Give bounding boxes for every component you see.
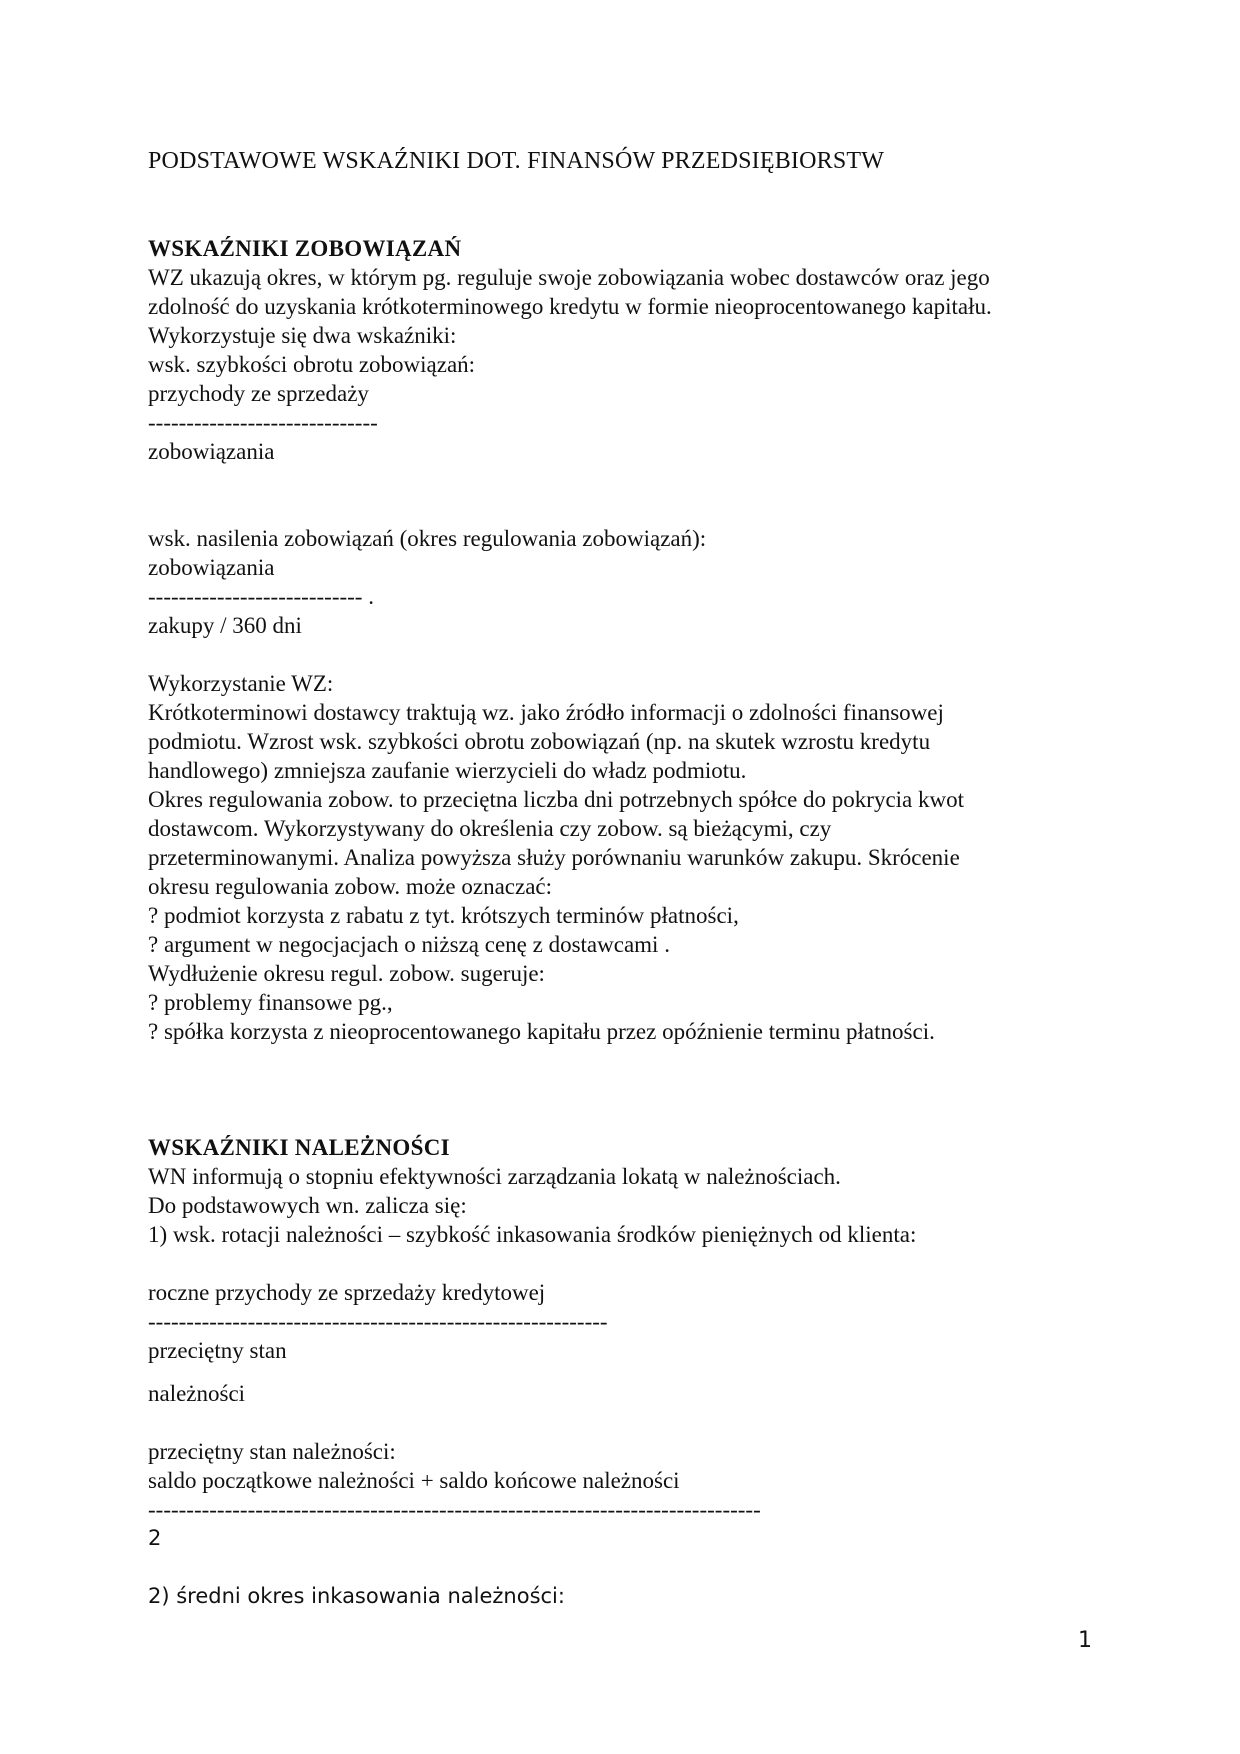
ratio-divider: -------------------------------------------------------------------------------- xyxy=(148,1497,761,1522)
list-item: ? argument w negocjacjach o niższą cenę z dostawcami . xyxy=(148,932,670,957)
spacer xyxy=(148,1075,1098,1104)
ratio-denominator: przeciętny stan xyxy=(148,1338,287,1363)
ratio-label: wsk. szybkości obrotu zobowiązań: xyxy=(148,352,476,377)
spacer xyxy=(148,1104,1098,1133)
document-body xyxy=(148,234,1098,1611)
paragraph-line: dostawcom. Wykorzystywany do określenia czy zobow. są bieżącymi, czy xyxy=(148,816,832,841)
ratio-numerator: zobowiązania xyxy=(148,555,275,580)
paragraph-line: okresu regulowania zobow. może oznaczać: xyxy=(148,874,553,899)
paragraph-line: Krótkoterminowi dostawcy traktują wz. jako źródło informacji o zdolności finansowej xyxy=(148,700,944,725)
ratio-divider: ------------------------------------------------------------ xyxy=(148,1309,608,1334)
paragraph-line: Do podstawowych wn. zalicza się: xyxy=(148,1193,467,1218)
ratio-denominator: należności xyxy=(148,1381,246,1406)
section-heading-liabilities: WSKAŹNIKI ZOBOWIĄZAŃ xyxy=(148,236,462,261)
spacer xyxy=(148,1365,1098,1379)
paragraph-line: 1) wsk. rotacji należności – szybkość inkasowania środków pieniężnych od klienta: xyxy=(148,1222,917,1247)
list-item: 2) średni okres inkasowania należności: xyxy=(148,1584,565,1608)
paragraph-line: przeterminowanymi. Analiza powyższa służy porównaniu warunków zakupu. Skrócenie xyxy=(148,845,960,870)
spacer xyxy=(148,1553,1098,1582)
list-item: ? problemy finansowe pg., xyxy=(148,990,393,1015)
ratio-label: wsk. nasilenia zobowiązań (okres regulowania zobowiązań): xyxy=(148,526,707,551)
spacer xyxy=(148,1249,1098,1278)
paragraph-line: Okres regulowania zobow. to przeciętna liczba dni potrzebnych spółce do pokrycia kwot xyxy=(148,787,964,812)
spacer xyxy=(148,1046,1098,1075)
paragraph-line: handlowego) zmniejsza zaufanie wierzycieli do władz podmiotu. xyxy=(148,758,747,783)
paragraph-line: zdolność do uzyskania krótkoterminowego kredytu w formie nieoprocentowanego kapitału. xyxy=(148,294,992,319)
ratio-denominator: zobowiązania xyxy=(148,439,275,464)
page-number: 1 xyxy=(1078,1628,1092,1653)
section-heading-receivables: WSKAŹNIKI NALEŻNOŚCI xyxy=(148,1135,450,1160)
paragraph-line: WN informują o stopniu efektywności zarządzania lokatą w należnościach. xyxy=(148,1164,841,1189)
ratio-label: przeciętny stan należności: xyxy=(148,1439,396,1464)
spacer xyxy=(148,466,1098,495)
paragraph-line: podmiotu. Wzrost wsk. szybkości obrotu zobowiązań (np. na skutek wzrostu kredytu xyxy=(148,729,931,754)
ratio-numerator: roczne przychody ze sprzedaży kredytowej xyxy=(148,1280,546,1305)
paragraph-line: Wykorzystuje się dwa wskaźniki: xyxy=(148,323,457,348)
ratio-numerator: przychody ze sprzedaży xyxy=(148,381,369,406)
list-item: ? spółka korzysta z nieoprocentowanego kapitału przez opóźnienie terminu płatności. xyxy=(148,1019,935,1044)
ratio-divider: ------------------------------ xyxy=(148,410,378,435)
ratio-numerator: saldo początkowe należności + saldo końcowe należności xyxy=(148,1468,680,1493)
ratio-denominator: zakupy / 360 dni xyxy=(148,613,302,638)
paragraph-line: Wydłużenie okresu regul. zobow. sugeruje: xyxy=(148,961,545,986)
ratio-divider: ---------------------------- . xyxy=(148,584,374,609)
paragraph-line: WZ ukazują okres, w którym pg. reguluje swoje zobowiązania wobec dostawców oraz jego xyxy=(148,265,990,290)
spacer xyxy=(148,640,1098,669)
document-title: PODSTAWOWE WSKAŹNIKI DOT. FINANSÓW PRZEDSIĘBIORSTW xyxy=(148,148,885,174)
ratio-denominator: 2 xyxy=(148,1526,162,1550)
usage-heading: Wykorzystanie WZ: xyxy=(148,671,334,696)
spacer xyxy=(148,495,1098,524)
spacer xyxy=(148,1408,1098,1437)
list-item: ? podmiot korzysta z rabatu z tyt. krótszych terminów płatności, xyxy=(148,903,739,928)
